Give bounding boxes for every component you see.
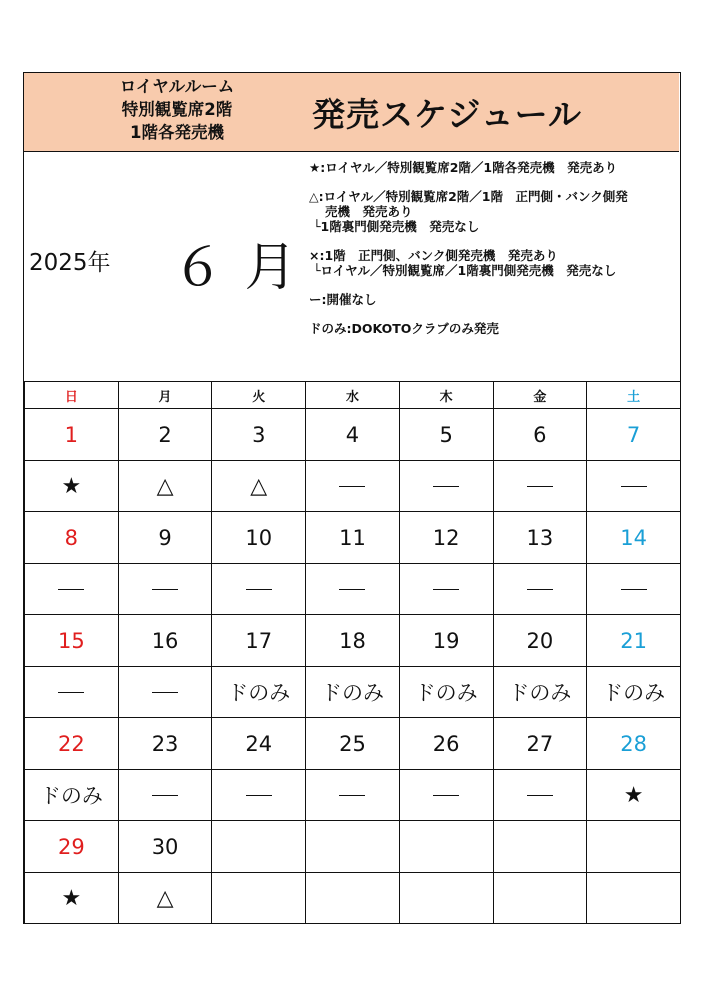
date-cell: 14 bbox=[587, 512, 681, 564]
date-cell: 30 bbox=[118, 821, 212, 873]
date-cell: 18 bbox=[306, 615, 400, 667]
no-event-dash-icon bbox=[527, 486, 553, 487]
legend-triangle-1: △:ロイヤル／特別観覧席2階／1階 正門側・バンク側発 bbox=[309, 189, 628, 204]
date-cell bbox=[587, 821, 681, 873]
mark-row bbox=[25, 461, 681, 512]
date-cell: 23 bbox=[118, 718, 212, 770]
legend bbox=[309, 160, 681, 336]
date-row bbox=[25, 821, 681, 873]
no-event-dash-icon bbox=[339, 486, 365, 487]
date-cell: 24 bbox=[212, 718, 306, 770]
header-band bbox=[24, 73, 679, 152]
info-area bbox=[24, 152, 679, 381]
sale-mark-cell bbox=[212, 564, 306, 615]
sale-mark-cell: ★ bbox=[25, 461, 119, 512]
legend-star: ★:ロイヤル／特別観覧席2階／1階各発売機 発売あり bbox=[309, 160, 618, 175]
sale-mark-cell bbox=[25, 564, 119, 615]
legend-dokomi: ドのみ:DOKOTOクラブのみ発売 bbox=[309, 321, 499, 336]
weekday-cell: 月 bbox=[118, 382, 212, 409]
no-event-dash-icon bbox=[246, 795, 272, 796]
weekday-cell: 水 bbox=[306, 382, 400, 409]
no-event-dash-icon bbox=[433, 486, 459, 487]
date-cell: 8 bbox=[25, 512, 119, 564]
sale-mark-cell bbox=[493, 873, 587, 924]
no-event-dash-icon bbox=[527, 795, 553, 796]
weekday-cell: 木 bbox=[399, 382, 493, 409]
month-label: ６ 月 bbox=[172, 238, 299, 298]
date-cell: 9 bbox=[118, 512, 212, 564]
mark-row bbox=[25, 667, 681, 718]
no-event-dash-icon bbox=[433, 589, 459, 590]
date-cell: 3 bbox=[212, 409, 306, 461]
date-cell: 29 bbox=[25, 821, 119, 873]
seat-line-machines: 1階各発売機 bbox=[130, 123, 224, 142]
weekday-cell: 火 bbox=[212, 382, 306, 409]
sale-mark-cell: ドのみ bbox=[25, 770, 119, 821]
sale-mark-cell bbox=[118, 564, 212, 615]
no-event-dash-icon bbox=[433, 795, 459, 796]
sale-mark-cell bbox=[399, 873, 493, 924]
sale-mark-cell bbox=[587, 564, 681, 615]
date-cell: 22 bbox=[25, 718, 119, 770]
sale-mark-cell bbox=[25, 667, 119, 718]
weekday-header-row bbox=[25, 382, 681, 409]
sale-mark-cell bbox=[399, 461, 493, 512]
calendar-grid bbox=[24, 381, 681, 924]
date-cell: 11 bbox=[306, 512, 400, 564]
no-event-dash-icon bbox=[621, 589, 647, 590]
mark-row bbox=[25, 873, 681, 924]
date-cell: 6 bbox=[493, 409, 587, 461]
sale-mark-cell: ドのみ bbox=[399, 667, 493, 718]
date-cell bbox=[399, 821, 493, 873]
legend-triangle-3: └1階裏門側発売機 発売なし bbox=[313, 219, 480, 234]
no-event-dash-icon bbox=[527, 589, 553, 590]
no-event-dash-icon bbox=[339, 589, 365, 590]
page-title: 発売スケジュール bbox=[312, 95, 583, 134]
sale-mark-cell bbox=[118, 667, 212, 718]
sale-mark-cell bbox=[493, 564, 587, 615]
date-cell: 12 bbox=[399, 512, 493, 564]
date-cell: 15 bbox=[25, 615, 119, 667]
no-event-dash-icon bbox=[339, 795, 365, 796]
sale-mark-cell bbox=[212, 770, 306, 821]
weekday-cell: 日 bbox=[25, 382, 119, 409]
date-cell bbox=[306, 821, 400, 873]
sale-mark-cell: △ bbox=[118, 873, 212, 924]
sale-mark-cell: ★ bbox=[25, 873, 119, 924]
weekday-cell: 金 bbox=[493, 382, 587, 409]
sale-mark-cell bbox=[306, 873, 400, 924]
sale-mark-cell bbox=[493, 770, 587, 821]
date-cell: 7 bbox=[587, 409, 681, 461]
no-event-dash-icon bbox=[152, 692, 178, 693]
sale-mark-cell: △ bbox=[212, 461, 306, 512]
date-row bbox=[25, 718, 681, 770]
no-event-dash-icon bbox=[246, 589, 272, 590]
no-event-dash-icon bbox=[152, 795, 178, 796]
sale-mark-cell bbox=[306, 461, 400, 512]
date-cell: 28 bbox=[587, 718, 681, 770]
date-cell: 27 bbox=[493, 718, 587, 770]
date-cell: 13 bbox=[493, 512, 587, 564]
date-cell: 1 bbox=[25, 409, 119, 461]
legend-cross-2: └ロイヤル／特別観覧席／1階裏門側発売機 発売なし bbox=[313, 263, 617, 278]
no-event-dash-icon bbox=[58, 589, 84, 590]
weekday-cell: 土 bbox=[587, 382, 681, 409]
sale-mark-cell: ドのみ bbox=[306, 667, 400, 718]
seat-line-special: 特別観覧席2階 bbox=[121, 100, 233, 119]
no-event-dash-icon bbox=[621, 486, 647, 487]
year-label: 2025年 bbox=[29, 250, 111, 276]
no-event-dash-icon bbox=[152, 589, 178, 590]
date-cell: 2 bbox=[118, 409, 212, 461]
date-row bbox=[25, 615, 681, 667]
date-cell: 26 bbox=[399, 718, 493, 770]
date-cell: 19 bbox=[399, 615, 493, 667]
sale-mark-cell bbox=[212, 873, 306, 924]
sale-mark-cell: ドのみ bbox=[212, 667, 306, 718]
sale-mark-cell bbox=[306, 564, 400, 615]
sale-mark-cell bbox=[587, 873, 681, 924]
sale-mark-cell: ドのみ bbox=[587, 667, 681, 718]
sale-mark-cell: △ bbox=[118, 461, 212, 512]
no-event-dash-icon bbox=[58, 692, 84, 693]
mark-row bbox=[25, 564, 681, 615]
date-cell: 10 bbox=[212, 512, 306, 564]
date-cell: 4 bbox=[306, 409, 400, 461]
sale-mark-cell bbox=[118, 770, 212, 821]
mark-row bbox=[25, 770, 681, 821]
sale-mark-cell bbox=[587, 461, 681, 512]
date-cell: 25 bbox=[306, 718, 400, 770]
date-cell bbox=[212, 821, 306, 873]
date-row bbox=[25, 512, 681, 564]
sale-mark-cell: ★ bbox=[587, 770, 681, 821]
date-cell: 16 bbox=[118, 615, 212, 667]
legend-cross-1: ×:1階 正門側、バンク側発売機 発売あり bbox=[309, 248, 558, 263]
date-row bbox=[25, 409, 681, 461]
date-cell: 5 bbox=[399, 409, 493, 461]
sale-mark-cell bbox=[306, 770, 400, 821]
sale-mark-cell bbox=[493, 461, 587, 512]
sale-mark-cell bbox=[399, 770, 493, 821]
schedule-sheet bbox=[23, 72, 681, 924]
date-cell: 20 bbox=[493, 615, 587, 667]
date-cell: 17 bbox=[212, 615, 306, 667]
sale-mark-cell: ドのみ bbox=[493, 667, 587, 718]
date-cell bbox=[493, 821, 587, 873]
legend-triangle-2: 売機 発売あり bbox=[325, 204, 413, 219]
seat-line-royal: ロイヤルルーム bbox=[119, 77, 235, 96]
sale-mark-cell bbox=[399, 564, 493, 615]
legend-dash: ー:開催なし bbox=[309, 292, 377, 307]
seat-label bbox=[82, 75, 272, 144]
date-cell: 21 bbox=[587, 615, 681, 667]
